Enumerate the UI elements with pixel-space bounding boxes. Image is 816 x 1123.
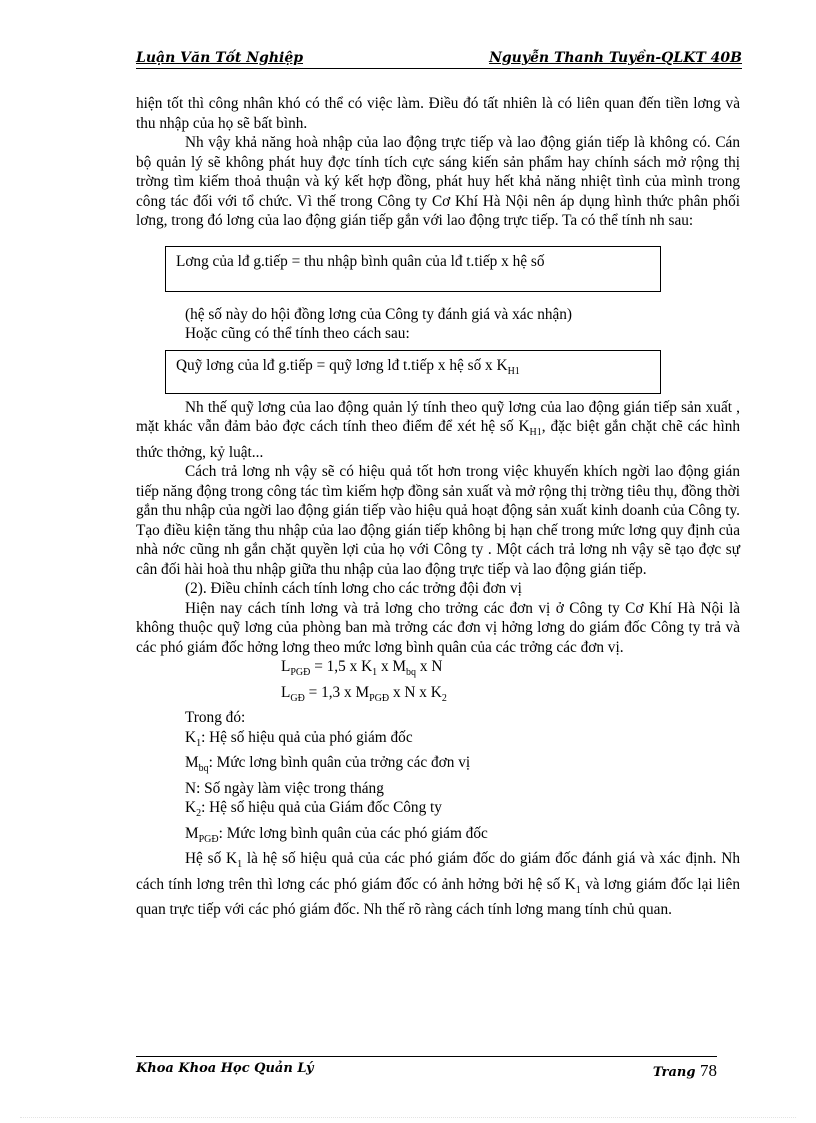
legend-item (136, 798, 740, 824)
formula-1-a-sub: 1 (372, 667, 378, 679)
paragraph-1: hiện tốt thì công nhân khó có thể có việc làm. Điều đó tất nhiên là có liên quan đến tiền lơng và thu nhập của họ sẽ bất bình. (136, 95, 740, 132)
legend-item (136, 779, 740, 799)
paragraph-4: Hoặc cũng có thể tính theo cách sau: (185, 325, 410, 342)
paragraph-5 (136, 398, 740, 463)
page-number: 78 (700, 1061, 717, 1080)
closing-a-sub: 1 (237, 859, 243, 871)
paragraph-6: Cách trả lơng nh vậy sẽ có hiệu quả tốt hơn trong việc khuyến khích ngời lao động gián tiếp năng động trong công tác tìm kiếm hợp đồng sản xuất và mở rộng thị trờng tiêu thụ, đồng thời gắn thu nhập của ngời lao động gián tiếp vào hiệu quả hoạt động sản xuất kinh doanh của Công ty. Tạo điều kiện tăng thu nhập của lao động gián tiếp không bị hạn chế trong mức lơng quy định của nhà nớc cũng nh gắn chặt quyền lợi của họ với Công ty . Một cách trả lơng nh vậy sẽ tạo đợc sự cân đối hài hoà thu nhập giữa thu nhập của lao động trực tiếp và lao động gián tiếp. (136, 463, 740, 578)
legend-symbol: M (185, 824, 199, 842)
legend-item (136, 824, 740, 850)
formula-1-lhs-sub: PGĐ (290, 667, 311, 679)
formula-box-2-text: Quỹ lơng của lđ g.tiếp = quỹ lơng lđ t.tiếp x hệ số x K (176, 356, 508, 374)
legend-symbol: M (185, 754, 199, 772)
formula-2-b: x N x K (389, 683, 442, 701)
formula-2-b-sub: 2 (441, 692, 447, 704)
formula-1-b-sub: bq (406, 667, 417, 679)
formula-1-c: x N (416, 658, 443, 676)
formula-1 (136, 657, 740, 683)
legend-symbol: K (185, 799, 197, 817)
legend-text: : Số ngày làm việc trong tháng (196, 779, 384, 797)
formula-1-b: x M (377, 658, 407, 676)
paragraph-3: (hệ số này do hội đồng lơng của Công ty đánh giá và xác nhận) (185, 305, 573, 323)
legend-symbol: K (185, 728, 197, 746)
footer-page-label: Trang (652, 1065, 696, 1080)
formula-2-a-sub: PGĐ (369, 692, 390, 704)
formula-2-lhs: L (281, 683, 291, 701)
legend-symbol: N (185, 779, 197, 797)
legend-item (136, 753, 740, 779)
formula-box-1-text: Lơng của lđ g.tiếp = thu nhập bình quân của lđ t.tiếp x hệ số (176, 252, 545, 270)
legend-item (136, 728, 740, 754)
page-content (136, 94, 740, 920)
section-heading: (2). Điều chỉnh cách tính lơng cho các trởng đội đơn vị (185, 580, 522, 598)
closing-paragraph (136, 849, 740, 920)
formula-1-a: = 1,5 x K (310, 658, 373, 676)
legend-text: : Mức lơng bình quân của trởng các đơn vị (208, 754, 471, 772)
legend-text: : Hệ số hiệu quả của Giám đốc Công ty (201, 799, 442, 817)
legend-text: : Hệ số hiệu quả của phó giám đốc (201, 728, 413, 746)
paragraph-8: Hiện nay cách tính lơng và trả lơng cho trởng các đơn vị ở Công ty Cơ Khí Hà Nội là không thuộc quỹ lơng của phòng ban mà trởng các đơn vị hởng lơng do giám đốc Công ty trả và các phó giám đốc hởng lơng theo mức lơng bình quân của các trởng các đơn vị. (136, 599, 740, 656)
footer-page (653, 1061, 717, 1081)
formula-1-lhs: L (281, 658, 291, 676)
closing-b-sub: 1 (575, 884, 581, 896)
header-author: Nguyễn Thanh Tuyền-QLKT 40B (489, 50, 742, 66)
legend-symbol-sub: bq (198, 763, 209, 775)
paragraph-5-sub: H1 (529, 427, 542, 439)
legend-symbol-sub: 2 (196, 808, 202, 820)
closing-c: và lơng giám đốc lại liên quan trực tiếp với các phó giám đốc. Nh thế rõ ràng cách tính lơng mang tính chủ quan. (136, 875, 740, 919)
paragraph-5-a: Nh thế quỹ lơng của lao động quản lý tính theo quỹ lơng của lao động gián tiếp sản xuất , mặt khác vẫn đảm bảo đợc cách tính theo điểm để xét hệ số K (136, 398, 740, 435)
formula-2 (136, 683, 740, 709)
closing-b: là hệ số hiệu quả của các phó giám đốc do giám đốc đánh giá và xác định. Nh cách tính lơng trên thì lơng các phó giám đốc có ảnh hởng bởi hệ số K (136, 850, 740, 893)
header-thesis-title: Luận Văn Tốt Nghiệp (136, 50, 304, 66)
legend-text: : Mức lơng bình quân của các phó giám đốc (218, 824, 488, 842)
formula-box-2-sub: H1 (507, 365, 520, 377)
formula-box-1 (165, 246, 661, 292)
formula-2-lhs-sub: GĐ (290, 692, 305, 704)
legend-title: Trong đó: (185, 709, 246, 727)
formula-2-a: = 1,3 x M (304, 683, 370, 701)
paragraph-2: Nh vậy khả năng hoà nhập của lao động trực tiếp và lao động gián tiếp là không có. Cán bộ quản lý sẽ không phát huy đợc tính tích cực sáng kiến sản phẩm hay chính sách mở rộng thị trờng tìm kiếm thoả thuận và ký kết hợp đồng, phát huy hết khả năng nhiệt tình của mình trong công tác đối với tổ chức. Vì thế trong Công ty Cơ Khí Hà Nội nên áp dụng hình thức phân phối lơng, trong đó lơng của lao động gián tiếp gắn với lao động trực tiếp. Ta có thể tính nh sau: (136, 134, 740, 229)
formula-box-2 (165, 350, 661, 394)
page-footer (136, 1056, 717, 1080)
paragraph-5-b: , đặc biệt gắn chặt chẽ các hình thức thởng, kỷ luật... (136, 418, 740, 461)
legend-symbol-sub: 1 (196, 737, 202, 749)
legend-symbol-sub: PGĐ (198, 833, 219, 845)
footer-faculty: Khoa Khoa Học Quản Lý (136, 1061, 314, 1076)
page-header (136, 48, 742, 69)
closing-a: Hệ số K (185, 850, 238, 868)
bottom-divider (20, 1117, 796, 1118)
